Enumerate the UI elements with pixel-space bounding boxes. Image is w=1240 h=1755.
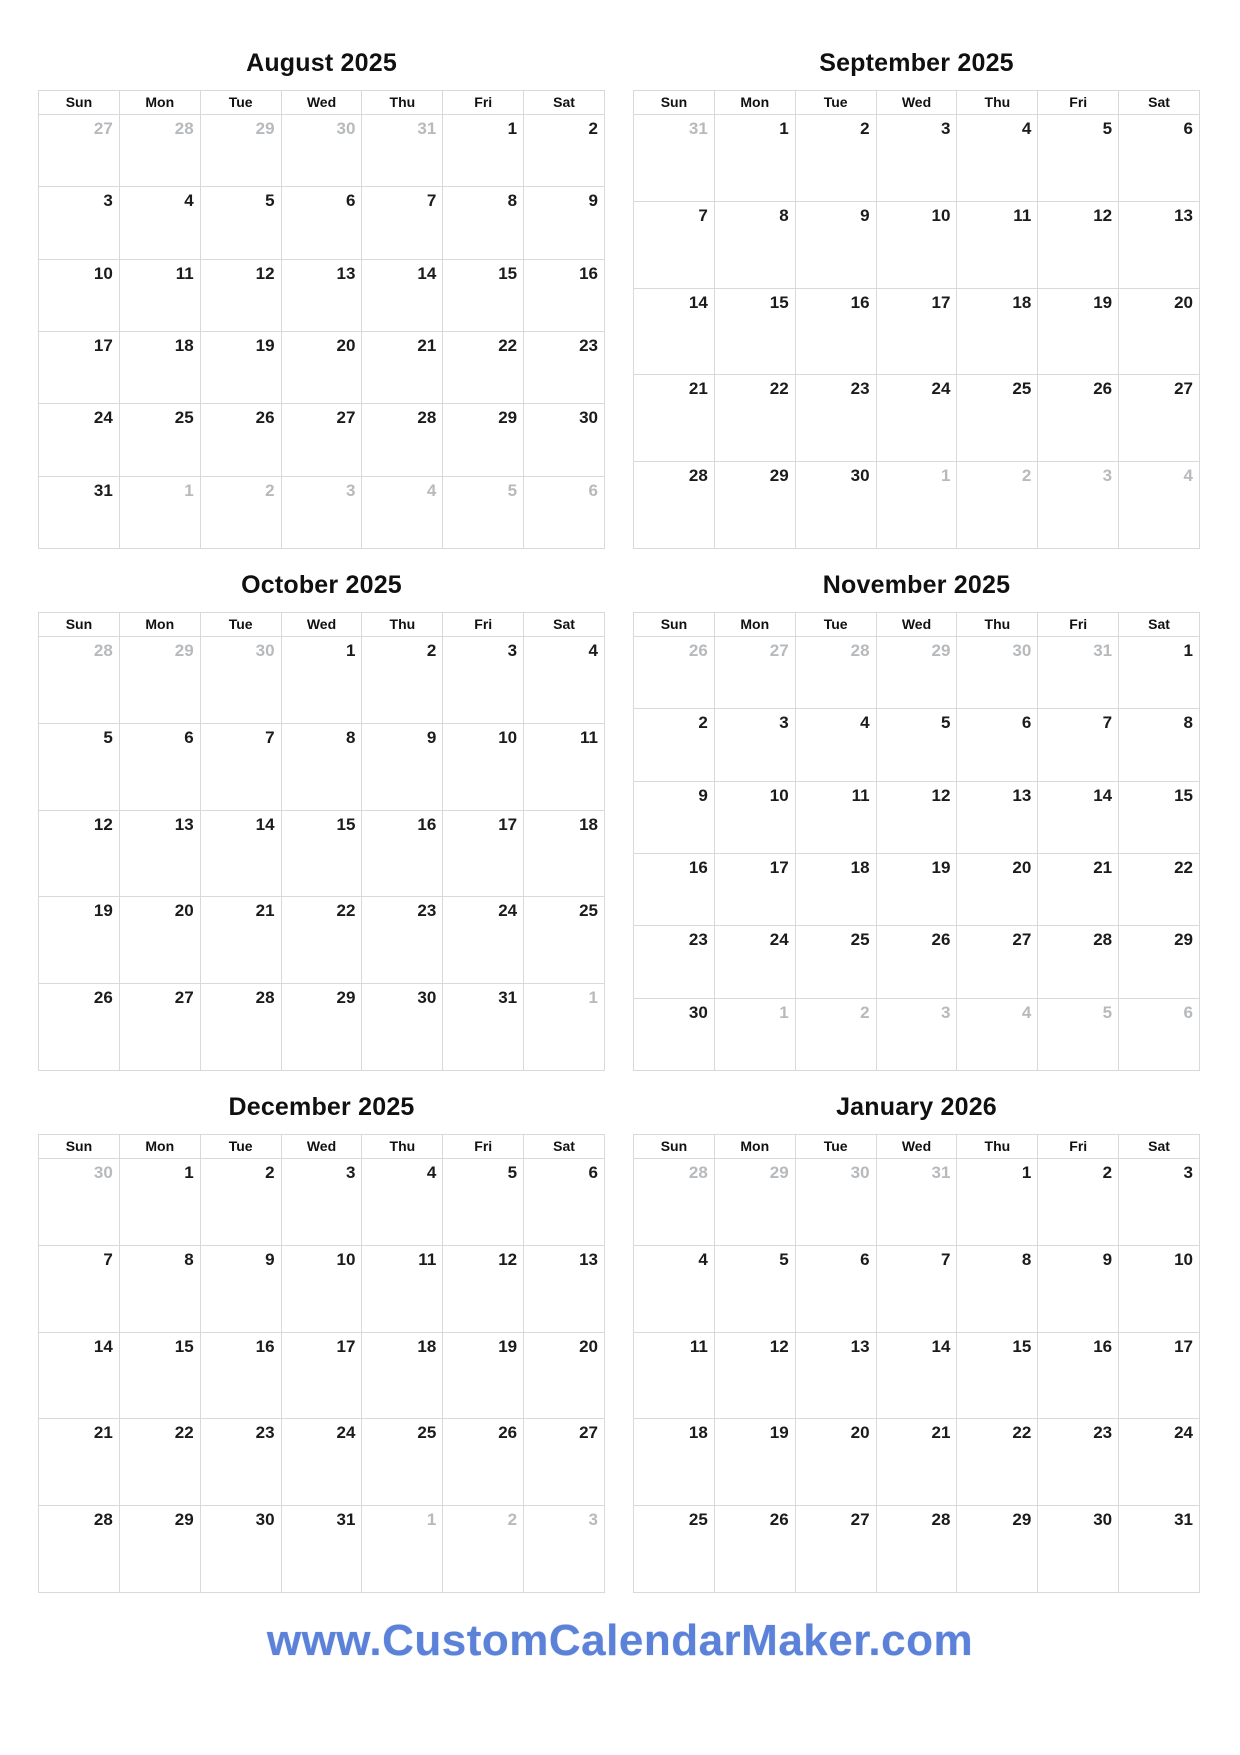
day-cell: 19 [39, 897, 120, 984]
weekday-label: Thu [957, 91, 1038, 115]
day-cell: 20 [282, 332, 363, 404]
day-cell: 20 [796, 1419, 877, 1506]
weekday-header-row [39, 91, 605, 115]
weekday-label: Sun [634, 613, 715, 637]
day-cell: 4 [524, 637, 605, 724]
weekday-label: Tue [201, 613, 282, 637]
month-day-grid [634, 1159, 1200, 1593]
day-cell: 9 [524, 187, 605, 259]
day-cell: 18 [120, 332, 201, 404]
day-cell: 24 [877, 375, 958, 462]
day-cell: 10 [877, 202, 958, 289]
weekday-label: Mon [715, 91, 796, 115]
day-cell: 7 [634, 202, 715, 289]
day-cell-adjacent: 1 [524, 984, 605, 1071]
day-cell: 16 [796, 289, 877, 376]
month-grid [633, 90, 1200, 549]
day-cell: 20 [524, 1333, 605, 1420]
weekday-label: Fri [1038, 1135, 1119, 1159]
day-cell: 13 [957, 782, 1038, 854]
day-cell: 1 [957, 1159, 1038, 1246]
day-cell: 10 [1119, 1246, 1200, 1333]
day-cell: 3 [877, 115, 958, 202]
weekday-label: Sat [1119, 1135, 1200, 1159]
day-cell: 26 [1038, 375, 1119, 462]
day-cell: 7 [39, 1246, 120, 1333]
day-cell: 27 [282, 404, 363, 476]
day-cell-adjacent: 29 [715, 1159, 796, 1246]
day-cell: 11 [634, 1333, 715, 1420]
weekday-label: Wed [877, 613, 958, 637]
day-cell: 26 [39, 984, 120, 1071]
day-cell: 15 [282, 811, 363, 898]
day-cell-adjacent: 4 [362, 477, 443, 549]
month-day-grid [634, 637, 1200, 1071]
day-cell: 21 [1038, 854, 1119, 926]
day-cell: 31 [282, 1506, 363, 1593]
day-cell: 20 [1119, 289, 1200, 376]
day-cell: 3 [282, 1159, 363, 1246]
day-cell: 4 [634, 1246, 715, 1333]
day-cell: 3 [715, 709, 796, 781]
day-cell: 31 [1119, 1506, 1200, 1593]
day-cell: 1 [715, 115, 796, 202]
day-cell: 9 [634, 782, 715, 854]
day-cell: 11 [957, 202, 1038, 289]
day-cell: 30 [1038, 1506, 1119, 1593]
month-grid [38, 612, 605, 1071]
day-cell: 5 [715, 1246, 796, 1333]
day-cell: 17 [877, 289, 958, 376]
day-cell: 16 [524, 260, 605, 332]
day-cell: 24 [715, 926, 796, 998]
weekday-label: Sat [524, 91, 605, 115]
day-cell: 10 [39, 260, 120, 332]
day-cell: 18 [524, 811, 605, 898]
month-title: October 2025 [241, 571, 402, 599]
day-cell-adjacent: 26 [634, 637, 715, 709]
day-cell: 5 [39, 724, 120, 811]
weekday-label: Wed [877, 91, 958, 115]
day-cell: 21 [39, 1419, 120, 1506]
weekday-label: Mon [715, 613, 796, 637]
month-january-2026 [633, 1080, 1200, 1593]
day-cell: 18 [957, 289, 1038, 376]
month-title: November 2025 [822, 571, 1011, 599]
day-cell: 9 [362, 724, 443, 811]
day-cell: 15 [120, 1333, 201, 1420]
day-cell-adjacent: 2 [201, 477, 282, 549]
day-cell: 26 [443, 1419, 524, 1506]
day-cell: 12 [715, 1333, 796, 1420]
month-title: September 2025 [819, 49, 1014, 77]
day-cell-adjacent: 29 [120, 637, 201, 724]
day-cell: 30 [796, 462, 877, 549]
day-cell: 4 [120, 187, 201, 259]
day-cell: 24 [1119, 1419, 1200, 1506]
weekday-header-row [39, 613, 605, 637]
day-cell: 19 [715, 1419, 796, 1506]
day-cell: 1 [120, 1159, 201, 1246]
day-cell: 17 [443, 811, 524, 898]
day-cell-adjacent: 3 [524, 1506, 605, 1593]
weekday-label: Sun [39, 91, 120, 115]
day-cell-adjacent: 4 [1119, 462, 1200, 549]
day-cell-adjacent: 1 [715, 999, 796, 1071]
day-cell: 7 [1038, 709, 1119, 781]
day-cell: 30 [362, 984, 443, 1071]
month-title: January 2026 [836, 1093, 997, 1121]
day-cell: 6 [796, 1246, 877, 1333]
day-cell: 25 [957, 375, 1038, 462]
day-cell: 16 [634, 854, 715, 926]
day-cell: 16 [201, 1333, 282, 1420]
weekday-label: Wed [282, 613, 363, 637]
day-cell: 25 [524, 897, 605, 984]
day-cell: 27 [524, 1419, 605, 1506]
day-cell-adjacent: 31 [362, 115, 443, 187]
weekday-label: Sun [39, 613, 120, 637]
weekday-label: Fri [1038, 613, 1119, 637]
day-cell: 4 [362, 1159, 443, 1246]
weekday-label: Sat [1119, 91, 1200, 115]
day-cell: 7 [877, 1246, 958, 1333]
month-day-grid [39, 637, 605, 1071]
weekday-label: Sat [1119, 613, 1200, 637]
day-cell: 11 [524, 724, 605, 811]
weekday-label: Tue [796, 1135, 877, 1159]
day-cell: 18 [634, 1419, 715, 1506]
month-september-2025 [633, 36, 1200, 549]
day-cell: 30 [201, 1506, 282, 1593]
weekday-label: Mon [120, 1135, 201, 1159]
day-cell: 24 [282, 1419, 363, 1506]
day-cell: 10 [443, 724, 524, 811]
day-cell: 2 [362, 637, 443, 724]
weekday-header-row [634, 1135, 1200, 1159]
day-cell: 26 [201, 404, 282, 476]
day-cell: 27 [1119, 375, 1200, 462]
day-cell: 30 [524, 404, 605, 476]
day-cell: 23 [634, 926, 715, 998]
month-december-2025 [38, 1080, 605, 1593]
day-cell: 1 [1119, 637, 1200, 709]
day-cell-adjacent: 2 [796, 999, 877, 1071]
day-cell: 2 [201, 1159, 282, 1246]
day-cell: 25 [120, 404, 201, 476]
weekday-label: Sun [634, 1135, 715, 1159]
day-cell-adjacent: 30 [957, 637, 1038, 709]
day-cell: 14 [877, 1333, 958, 1420]
day-cell: 11 [362, 1246, 443, 1333]
day-cell-adjacent: 2 [957, 462, 1038, 549]
day-cell: 15 [957, 1333, 1038, 1420]
day-cell: 20 [120, 897, 201, 984]
weekday-label: Tue [201, 1135, 282, 1159]
weekday-label: Mon [120, 613, 201, 637]
day-cell: 2 [1038, 1159, 1119, 1246]
day-cell: 29 [120, 1506, 201, 1593]
day-cell: 8 [715, 202, 796, 289]
day-cell: 19 [443, 1333, 524, 1420]
day-cell: 16 [362, 811, 443, 898]
day-cell: 8 [1119, 709, 1200, 781]
day-cell-adjacent: 28 [634, 1159, 715, 1246]
day-cell: 8 [282, 724, 363, 811]
day-cell-adjacent: 28 [120, 115, 201, 187]
day-cell-adjacent: 31 [1038, 637, 1119, 709]
day-cell: 15 [715, 289, 796, 376]
day-cell: 17 [1119, 1333, 1200, 1420]
day-cell: 22 [120, 1419, 201, 1506]
weekday-label: Mon [120, 91, 201, 115]
weekday-label: Sun [39, 1135, 120, 1159]
day-cell: 13 [282, 260, 363, 332]
day-cell: 30 [634, 999, 715, 1071]
weekday-label: Tue [796, 91, 877, 115]
day-cell: 29 [957, 1506, 1038, 1593]
month-grid [633, 1134, 1200, 1593]
day-cell: 29 [1119, 926, 1200, 998]
day-cell: 28 [39, 1506, 120, 1593]
day-cell: 28 [877, 1506, 958, 1593]
day-cell: 6 [1119, 115, 1200, 202]
day-cell-adjacent: 31 [877, 1159, 958, 1246]
day-cell: 27 [957, 926, 1038, 998]
month-day-grid [39, 115, 605, 549]
day-cell: 21 [201, 897, 282, 984]
day-cell: 13 [1119, 202, 1200, 289]
weekday-label: Fri [443, 1135, 524, 1159]
day-cell: 28 [362, 404, 443, 476]
day-cell: 11 [796, 782, 877, 854]
day-cell: 14 [1038, 782, 1119, 854]
day-cell: 19 [877, 854, 958, 926]
day-cell: 3 [443, 637, 524, 724]
day-cell: 5 [443, 1159, 524, 1246]
day-cell: 28 [634, 462, 715, 549]
day-cell: 23 [1038, 1419, 1119, 1506]
day-cell-adjacent: 1 [877, 462, 958, 549]
day-cell: 8 [957, 1246, 1038, 1333]
weekday-label: Wed [877, 1135, 958, 1159]
day-cell: 28 [201, 984, 282, 1071]
day-cell: 13 [796, 1333, 877, 1420]
day-cell: 23 [362, 897, 443, 984]
day-cell: 9 [1038, 1246, 1119, 1333]
day-cell: 3 [39, 187, 120, 259]
day-cell: 19 [1038, 289, 1119, 376]
day-cell-adjacent: 30 [282, 115, 363, 187]
day-cell: 21 [362, 332, 443, 404]
month-october-2025 [38, 558, 605, 1071]
day-cell: 25 [796, 926, 877, 998]
day-cell: 17 [282, 1333, 363, 1420]
month-title: August 2025 [246, 49, 397, 77]
day-cell: 6 [957, 709, 1038, 781]
month-title: December 2025 [228, 1093, 415, 1121]
day-cell: 2 [634, 709, 715, 781]
day-cell: 12 [39, 811, 120, 898]
month-grid [633, 612, 1200, 1071]
day-cell: 21 [634, 375, 715, 462]
day-cell: 12 [201, 260, 282, 332]
day-cell: 1 [282, 637, 363, 724]
day-cell: 18 [796, 854, 877, 926]
day-cell: 29 [282, 984, 363, 1071]
day-cell: 7 [201, 724, 282, 811]
day-cell: 6 [524, 1159, 605, 1246]
day-cell: 31 [443, 984, 524, 1071]
month-november-2025 [633, 558, 1200, 1071]
day-cell: 25 [362, 1419, 443, 1506]
day-cell: 19 [201, 332, 282, 404]
day-cell-adjacent: 3 [877, 999, 958, 1071]
day-cell-adjacent: 29 [877, 637, 958, 709]
day-cell: 6 [282, 187, 363, 259]
weekday-header-row [634, 91, 1200, 115]
day-cell-adjacent: 6 [1119, 999, 1200, 1071]
day-cell: 23 [796, 375, 877, 462]
day-cell: 12 [443, 1246, 524, 1333]
day-cell: 8 [443, 187, 524, 259]
day-cell: 22 [282, 897, 363, 984]
day-cell-adjacent: 31 [634, 115, 715, 202]
day-cell: 2 [524, 115, 605, 187]
weekday-label: Thu [957, 613, 1038, 637]
month-day-grid [634, 115, 1200, 549]
day-cell: 22 [715, 375, 796, 462]
weekday-label: Wed [282, 1135, 363, 1159]
weekday-label: Sat [524, 1135, 605, 1159]
weekday-label: Fri [443, 613, 524, 637]
weekday-header-row [634, 613, 1200, 637]
day-cell-adjacent: 5 [443, 477, 524, 549]
day-cell: 22 [443, 332, 524, 404]
day-cell: 14 [39, 1333, 120, 1420]
day-cell-adjacent: 30 [796, 1159, 877, 1246]
weekday-label: Fri [1038, 91, 1119, 115]
day-cell: 23 [201, 1419, 282, 1506]
day-cell: 14 [201, 811, 282, 898]
day-cell-adjacent: 1 [120, 477, 201, 549]
day-cell: 26 [877, 926, 958, 998]
day-cell: 22 [957, 1419, 1038, 1506]
day-cell-adjacent: 1 [362, 1506, 443, 1593]
day-cell: 5 [877, 709, 958, 781]
day-cell-adjacent: 28 [796, 637, 877, 709]
day-cell: 5 [1038, 115, 1119, 202]
day-cell: 9 [796, 202, 877, 289]
day-cell: 14 [362, 260, 443, 332]
weekday-label: Mon [715, 1135, 796, 1159]
day-cell-adjacent: 3 [282, 477, 363, 549]
day-cell: 15 [443, 260, 524, 332]
day-cell-adjacent: 30 [201, 637, 282, 724]
day-cell: 4 [957, 115, 1038, 202]
day-cell: 20 [957, 854, 1038, 926]
weekday-label: Thu [362, 91, 443, 115]
weekday-label: Wed [282, 91, 363, 115]
weekday-label: Thu [362, 1135, 443, 1159]
day-cell: 10 [715, 782, 796, 854]
day-cell-adjacent: 27 [715, 637, 796, 709]
watermark: www.CustomCalendarMaker.com [266, 1616, 974, 1665]
day-cell: 29 [443, 404, 524, 476]
day-cell: 22 [1119, 854, 1200, 926]
month-grid [38, 1134, 605, 1593]
weekday-label: Thu [957, 1135, 1038, 1159]
day-cell: 6 [120, 724, 201, 811]
day-cell-adjacent: 6 [524, 477, 605, 549]
day-cell: 2 [796, 115, 877, 202]
day-cell: 25 [634, 1506, 715, 1593]
month-august-2025 [38, 36, 605, 549]
day-cell: 8 [120, 1246, 201, 1333]
day-cell: 5 [201, 187, 282, 259]
weekday-label: Thu [362, 613, 443, 637]
day-cell-adjacent: 27 [39, 115, 120, 187]
day-cell: 7 [362, 187, 443, 259]
day-cell: 11 [120, 260, 201, 332]
day-cell: 13 [120, 811, 201, 898]
day-cell: 9 [201, 1246, 282, 1333]
day-cell: 17 [715, 854, 796, 926]
weekday-label: Sat [524, 613, 605, 637]
day-cell-adjacent: 4 [957, 999, 1038, 1071]
day-cell: 10 [282, 1246, 363, 1333]
day-cell: 28 [1038, 926, 1119, 998]
day-cell: 31 [39, 477, 120, 549]
weekday-label: Fri [443, 91, 524, 115]
day-cell: 13 [524, 1246, 605, 1333]
month-day-grid [39, 1159, 605, 1593]
day-cell: 15 [1119, 782, 1200, 854]
day-cell: 12 [877, 782, 958, 854]
day-cell-adjacent: 3 [1038, 462, 1119, 549]
day-cell: 21 [877, 1419, 958, 1506]
day-cell-adjacent: 2 [443, 1506, 524, 1593]
day-cell-adjacent: 5 [1038, 999, 1119, 1071]
day-cell: 26 [715, 1506, 796, 1593]
day-cell-adjacent: 28 [39, 637, 120, 724]
day-cell: 23 [524, 332, 605, 404]
day-cell: 1 [443, 115, 524, 187]
day-cell: 29 [715, 462, 796, 549]
weekday-header-row [39, 1135, 605, 1159]
weekday-label: Tue [796, 613, 877, 637]
month-grid [38, 90, 605, 549]
day-cell: 27 [796, 1506, 877, 1593]
day-cell: 17 [39, 332, 120, 404]
weekday-label: Sun [634, 91, 715, 115]
day-cell: 14 [634, 289, 715, 376]
weekday-label: Tue [201, 91, 282, 115]
day-cell: 16 [1038, 1333, 1119, 1420]
day-cell-adjacent: 29 [201, 115, 282, 187]
day-cell: 4 [796, 709, 877, 781]
day-cell: 18 [362, 1333, 443, 1420]
day-cell: 24 [39, 404, 120, 476]
day-cell: 24 [443, 897, 524, 984]
day-cell: 27 [120, 984, 201, 1071]
day-cell: 3 [1119, 1159, 1200, 1246]
day-cell: 12 [1038, 202, 1119, 289]
day-cell-adjacent: 30 [39, 1159, 120, 1246]
